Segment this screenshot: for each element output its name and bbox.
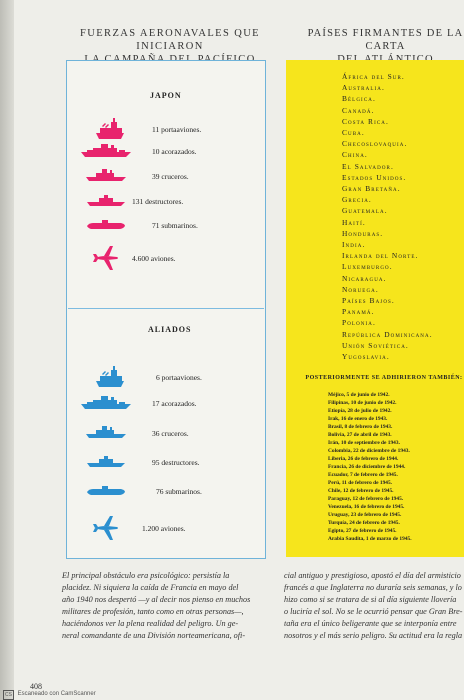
force-row — [68, 246, 264, 270]
right-heading-line-1: PAÍSES FIRMANTES DE LA CARTA — [307, 28, 464, 52]
japan-title: JAPON — [150, 91, 182, 100]
adherent-item: Arabia Saudita, 1 de marzo de 1945. — [328, 536, 412, 542]
caption-line: francés a que Inglaterra no duraría seis semanas, y lo — [284, 583, 462, 592]
country-item: Yugoslavia. — [342, 352, 390, 361]
adherent-item: Filipinas, 10 de junio de 1942. — [328, 400, 397, 406]
adherent-item: Egipto, 27 de febrero de 1945. — [328, 528, 397, 534]
country-item: El Salvador. — [342, 161, 394, 171]
force-label: 36 cruceros. — [152, 428, 189, 438]
country-item: Canadá. — [342, 105, 375, 115]
adherent-item: Liberia, 26 de febrero de 1944. — [328, 456, 399, 462]
force-row — [68, 516, 264, 540]
page-number: 408 — [30, 682, 42, 691]
scanner-footer — [0, 688, 464, 700]
adherent-item: Brasil, 8 de febrero de 1943. — [328, 424, 393, 430]
country-item: Honduras. — [342, 228, 384, 238]
caption-line: hizo como si se tratara de si al día siguiente llovería — [284, 595, 457, 604]
adherent-item: Irak, 16 de enero de 1943. — [328, 416, 388, 422]
force-label: 76 submarinos. — [156, 487, 202, 496]
adherent-item: Colombia, 22 de diciembre de 1943. — [328, 448, 410, 454]
force-label: 39 cruceros. — [152, 171, 189, 181]
caption-line: militares de profesión, tanto como en otras personas—, — [62, 607, 244, 616]
destroyer-icon — [87, 195, 125, 207]
force-label: 6 portaaviones. — [156, 373, 202, 382]
force-label: 131 destructores. — [132, 196, 184, 206]
country-item: Países Bajos. — [342, 296, 395, 305]
force-label: 95 destructores. — [152, 458, 200, 467]
left-heading-line-1: FUERZAS AERONAVALES QUE INICIARON — [80, 28, 260, 52]
section-divider — [68, 308, 264, 309]
country-item: Irlanda del Norte. — [342, 251, 419, 261]
cruiser-icon — [86, 169, 126, 182]
country-item: Cuba. — [342, 128, 365, 137]
submarine-icon — [87, 486, 125, 496]
airplane-icon — [93, 516, 119, 540]
battleship-icon — [81, 144, 131, 158]
force-label: 10 acorazados. — [152, 146, 197, 156]
caption-line: nosotros y el más serio peligro. Su actitud era la regla — [284, 631, 463, 640]
country-item: Gran Bretaña. — [342, 184, 401, 193]
country-item: Checoslovaquia. — [342, 139, 408, 149]
country-item: Bélgica. — [342, 94, 376, 104]
force-row — [68, 426, 264, 446]
adherent-item: Paraguay, 12 de febrero de 1945. — [328, 496, 404, 502]
force-row — [68, 118, 264, 140]
country-item: Costa Rica. — [342, 116, 389, 126]
force-row — [68, 169, 264, 189]
adherent-item: Ecuador, 7 de febrero de 1945. — [328, 472, 398, 478]
country-item: China. — [342, 150, 368, 160]
country-item: Haití. — [342, 217, 366, 227]
caption-line: haciéndonos ver la plena realidad del peligro. Un ge- — [62, 619, 239, 628]
country-item: República Dominicana. — [342, 329, 433, 339]
caption-right-column — [284, 570, 464, 642]
force-label: 4.600 aviones. — [132, 253, 176, 263]
country-item: Guatemala. — [342, 206, 388, 216]
country-item: Estados Unidos. — [342, 172, 407, 182]
force-row — [68, 220, 264, 240]
force-label: 11 portaaviones. — [152, 125, 202, 134]
caption-line: año 1940 nos despertó —y al decir nos pienso en muchos — [62, 595, 251, 604]
country-item: Nicaragua. — [342, 273, 387, 283]
force-row — [68, 456, 264, 476]
caption-line: neral comandante de una División norteamericana, ofi- — [62, 631, 246, 640]
book-gutter — [0, 0, 14, 700]
force-label: 1.200 aviones. — [142, 524, 186, 533]
force-row — [68, 486, 264, 506]
country-item: Australia. — [342, 83, 385, 93]
caption-line: placidez. Ni siquiera la caída de Francia en mayo del — [62, 583, 239, 592]
country-item: Unión Soviética. — [342, 340, 409, 350]
adherent-item: Uruguay, 23 de febrero de 1945. — [328, 512, 402, 518]
aircraft-carrier-icon — [95, 366, 125, 388]
scanner-footer-text: Escaneado con CamScanner — [17, 691, 96, 697]
adherent-item: Chile, 12 de febrero de 1945. — [328, 488, 394, 494]
force-row — [68, 366, 264, 388]
force-row — [68, 195, 264, 215]
adherent-item: Irán, 10 de septiembre de 1943. — [328, 440, 400, 446]
adherent-item: Francia, 26 de diciembre de 1944. — [328, 464, 406, 470]
camscanner-logo-icon: CS — [3, 690, 14, 700]
adherent-item: Bolivia, 27 de abril de 1943. — [328, 432, 392, 438]
allies-title: ALIADOS — [148, 325, 192, 334]
caption-line: El principal obstáculo era psicológico: persistía la — [62, 571, 230, 580]
force-row — [68, 144, 264, 164]
caption-line: cial antiguo y prestigioso, apostó el día del armisticio — [284, 571, 461, 580]
cruiser-icon — [86, 426, 126, 439]
adherent-item: Perú, 11 de febrero de 1945. — [328, 480, 393, 486]
adherent-item: Venezuela, 16 de febrero de 1945. — [328, 504, 405, 510]
force-label: 17 acorazados. — [152, 399, 197, 408]
destroyer-icon — [87, 456, 125, 468]
adherent-item: Turquía, 24 de febrero de 1945. — [328, 520, 400, 526]
country-item: Polonia. — [342, 318, 376, 328]
battleship-icon — [81, 396, 131, 410]
later-adherents-title: POSTERIORMENTE SE ADHIRIERON TAMBIÉN: — [305, 375, 463, 381]
submarine-icon — [87, 220, 125, 230]
country-item: Panamá. — [342, 307, 375, 317]
force-row — [68, 396, 264, 416]
adherent-item: Etiopía, 28 de julio de 1942. — [328, 408, 392, 414]
caption-line: taña era el único beligerante que se interponía entre — [284, 619, 457, 628]
country-item: Noruega. — [342, 284, 379, 294]
country-item: India. — [342, 240, 366, 249]
caption-line: o luciría el sol. No se le ocurrió pensar que Gran Bre- — [284, 607, 463, 616]
aircraft-carrier-icon — [95, 118, 125, 140]
adherent-item: Méjico, 5 de junio de 1942. — [328, 392, 390, 398]
country-item: África del Sur. — [342, 72, 405, 81]
force-label: 71 submarinos. — [152, 221, 198, 230]
airplane-icon — [93, 246, 119, 270]
country-item: Grecia. — [342, 195, 372, 205]
caption-left-column — [62, 570, 274, 642]
country-item: Luxemburgo. — [342, 262, 393, 272]
